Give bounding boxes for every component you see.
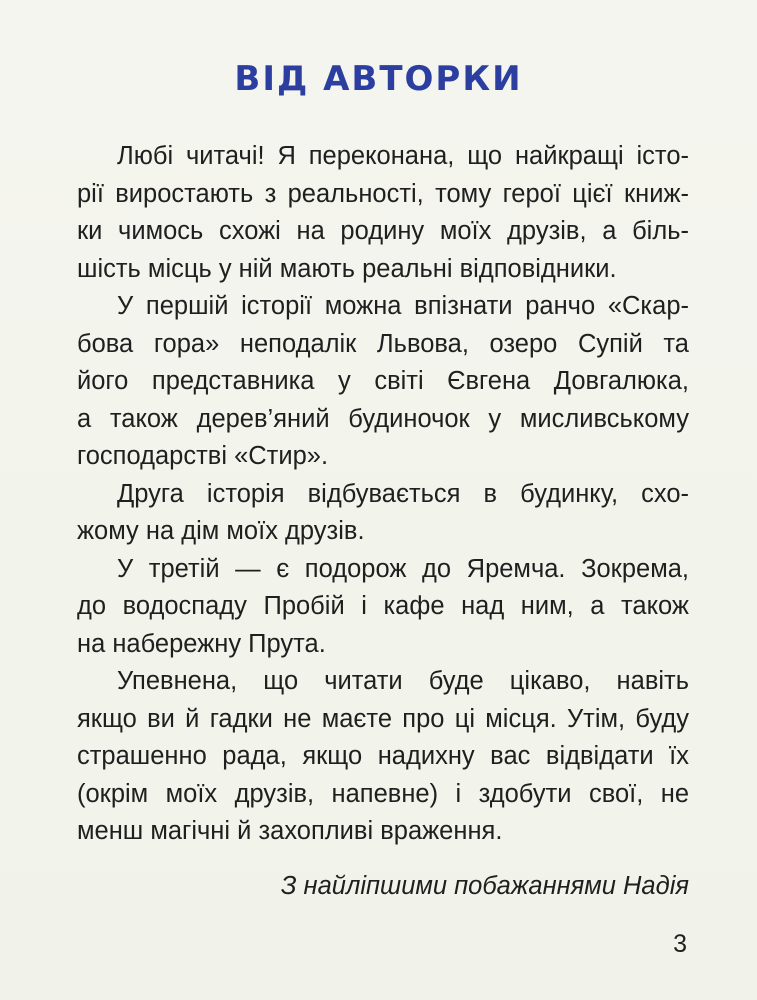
text-line: страшенно рада, якщо надихну вас відвідати їх — [77, 742, 689, 770]
text-line: якщо ви й гадки не маєте про ці місця. Утім, буду — [77, 704, 689, 733]
text-line: ки чимось схожі на родину моїх друзів, а біль- — [77, 217, 689, 245]
author-note-text — [77, 138, 689, 851]
text-line: Друга історія відбувається в будинку, схо- — [117, 479, 689, 508]
text-line: його представника у світі Євгена Довгалюка, — [77, 367, 689, 395]
text-line: менш магічні й захопливі враження. — [77, 817, 503, 845]
page-title: ВІД АВТОРКИ — [234, 59, 523, 99]
text-line: (окрім моїх друзів, напевне) і здобути свої, не — [77, 779, 689, 808]
text-line: на набережну Прута. — [77, 629, 326, 658]
text-line: рії виростають з реальності, тому герої цієї книж- — [77, 179, 689, 208]
text-line: Упевнена, що читати буде цікаво, навіть — [117, 667, 689, 695]
text-line: жому на дім моїх друзів. — [77, 517, 365, 545]
text-line: У першій історії можна впізнати ранчо «Скар- — [117, 292, 689, 320]
author-signature: З найліпшими побажаннями Надія — [280, 872, 689, 900]
text-line: У третій — є подорож до Яремча. Зокрема, — [117, 554, 689, 583]
text-line: а також дерев’яний будиночок у мисливському — [77, 404, 689, 433]
text-line: Любі читачі! Я переконана, що найкращі істо- — [117, 142, 689, 170]
text-line: шість місць у ній мають реальні відповідники. — [77, 254, 617, 283]
text-line: до водоспаду Пробій і кафе над ним, а також — [77, 592, 689, 620]
page-number: 3 — [673, 930, 687, 958]
text-line: бова гора» неподалік Львова, озеро Супій та — [77, 329, 689, 358]
text-line: господарстві «Стир». — [77, 442, 329, 470]
